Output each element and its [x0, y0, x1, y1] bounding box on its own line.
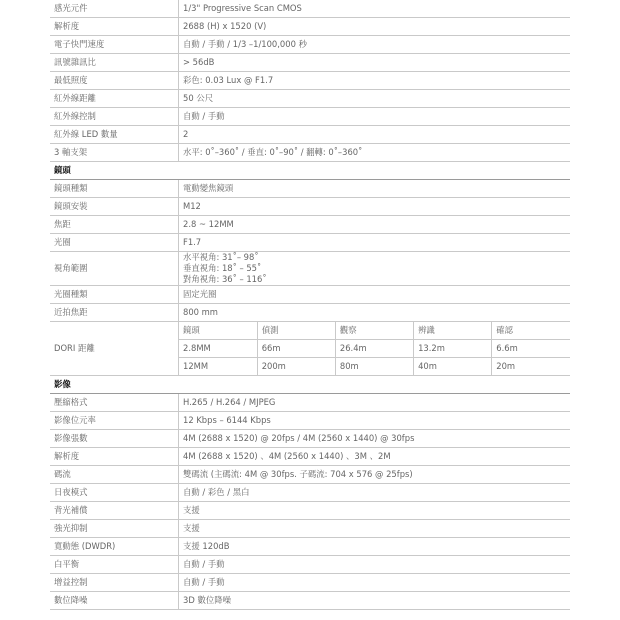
- spec-label: 解析度: [50, 18, 179, 36]
- spec-row: [50, 502, 570, 520]
- spec-row: [50, 394, 570, 412]
- spec-label: 影像張數: [50, 430, 179, 448]
- image-rows: [50, 394, 570, 610]
- spec-label: 鏡頭種類: [50, 180, 179, 198]
- spec-label: 焦距: [50, 216, 179, 234]
- spec-label: 紅外線 LED 數量: [50, 126, 179, 144]
- spec-value: 支援: [179, 520, 571, 538]
- spec-value: 2: [179, 126, 571, 144]
- spec-label: 光圈: [50, 234, 179, 252]
- spec-value: M12: [179, 198, 571, 216]
- spec-label: 增益控制: [50, 574, 179, 592]
- spec-value: 自動 / 彩色 / 黑白: [179, 484, 571, 502]
- spec-value: 3D 數位降噪: [179, 592, 571, 610]
- spec-label: 強光抑制: [50, 520, 179, 538]
- dori-cell: 66m: [257, 340, 335, 358]
- spec-row: [50, 198, 570, 216]
- spec-label: 電子快門速度: [50, 36, 179, 54]
- spec-value: 電動變焦鏡頭: [179, 180, 571, 198]
- dori-header-row: [179, 322, 570, 340]
- spec-label: 解析度: [50, 448, 179, 466]
- dori-table: [179, 322, 570, 375]
- spec-value: 2688 (H) x 1520 (V): [179, 18, 571, 36]
- dori-header-cell: 辨識: [414, 322, 492, 340]
- spec-label: 數位降噪: [50, 592, 179, 610]
- spec-label: 感光元件: [50, 0, 179, 18]
- spec-row: [50, 412, 570, 430]
- spec-sheet: [50, 0, 570, 610]
- spec-row: [50, 126, 570, 144]
- dori-cell: 40m: [414, 358, 492, 376]
- spec-value: H.265 / H.264 / MJPEG: [179, 394, 571, 412]
- dori-body: [179, 322, 570, 375]
- spec-value: 固定光圈: [179, 286, 571, 304]
- spec-label: 鏡頭安裝: [50, 198, 179, 216]
- spec-value: 支援: [179, 502, 571, 520]
- spec-value: F1.7: [179, 234, 571, 252]
- view-angle-vertical: 垂直視角: 18˚ – 55˚: [183, 263, 262, 273]
- dori-header-cell: 觀察: [335, 322, 413, 340]
- spec-row: [50, 54, 570, 72]
- image-section: [50, 376, 570, 394]
- lens-section: [50, 162, 570, 180]
- spec-row-view-angle: [50, 252, 570, 286]
- dori-cell: 26.4m: [335, 340, 413, 358]
- section-header-image: [50, 376, 570, 394]
- spec-label: 影像位元率: [50, 412, 179, 430]
- dori-cell: 13.2m: [414, 340, 492, 358]
- view-angle-horizontal: 水平視角: 31˚– 98˚: [183, 252, 259, 262]
- spec-label: 近拍焦距: [50, 304, 179, 322]
- spec-value: 1/3" Progressive Scan CMOS: [179, 0, 571, 18]
- spec-row: [50, 180, 570, 198]
- spec-row: [50, 108, 570, 126]
- dori-block: [50, 322, 570, 376]
- dori-cell: 12MM: [183, 361, 209, 371]
- spec-row: [50, 304, 570, 322]
- spec-label: 視角範圍: [50, 252, 179, 286]
- dori-cell: 2.8MM: [179, 340, 257, 358]
- spec-label: DORI 距離: [50, 322, 179, 376]
- spec-table: [50, 0, 570, 610]
- spec-value: 2.8 ~ 12MM: [179, 216, 571, 234]
- sensor-rows: [50, 0, 570, 162]
- spec-label: 最低照度: [50, 72, 179, 90]
- spec-value: 自動 / 手動 / 1/3 –1/100,000 秒: [179, 36, 571, 54]
- spec-value: > 56dB: [179, 54, 571, 72]
- spec-value: 水平: 0˚–360˚ / 垂直: 0˚–90˚ / 翻轉: 0˚–360˚: [179, 144, 571, 162]
- spec-row: [50, 234, 570, 252]
- spec-row: [50, 538, 570, 556]
- view-angle-block: [50, 252, 570, 286]
- dori-header-cell: 確認: [492, 322, 570, 340]
- dori-table-cell: [179, 322, 571, 376]
- spec-row: [50, 72, 570, 90]
- spec-value: 4M (2688 x 1520) @ 20fps / 4M (2560 x 1440) @ 30fps: [179, 430, 571, 448]
- spec-row: [50, 0, 570, 18]
- dori-cell: 80m: [335, 358, 413, 376]
- spec-row: [50, 286, 570, 304]
- spec-label: 碼流: [50, 466, 179, 484]
- spec-label: 日夜模式: [50, 484, 179, 502]
- spec-label: 訊號雜訊比: [50, 54, 179, 72]
- spec-value: 800 mm: [179, 304, 571, 322]
- spec-row: [50, 144, 570, 162]
- spec-row: [50, 520, 570, 538]
- spec-row: [50, 216, 570, 234]
- section-header-lens: [50, 162, 570, 180]
- spec-row: [50, 36, 570, 54]
- section-title-image: 影像: [50, 376, 570, 394]
- dori-header-cell: 偵測: [257, 322, 335, 340]
- spec-row-dori: [50, 322, 570, 376]
- spec-label: 白平衡: [50, 556, 179, 574]
- spec-value: 50 公尺: [179, 90, 571, 108]
- spec-row: [50, 18, 570, 36]
- lens-rows-2: [50, 286, 570, 322]
- spec-value: 自動 / 手動: [179, 574, 571, 592]
- dori-row: [179, 340, 570, 358]
- dori-cell: 20m: [492, 358, 570, 376]
- spec-row: [50, 484, 570, 502]
- spec-label: 紅外線控制: [50, 108, 179, 126]
- dori-header-cell: 鏡頭: [179, 322, 257, 340]
- view-angle-diagonal: 對角視角: 36˚ – 116˚: [183, 274, 267, 284]
- spec-label: 背光補償: [50, 502, 179, 520]
- spec-value: [179, 252, 571, 286]
- spec-row: [50, 466, 570, 484]
- spec-value: 自動 / 手動: [179, 556, 571, 574]
- spec-label: 3 軸支架: [50, 144, 179, 162]
- spec-row: [50, 574, 570, 592]
- spec-label: 寬動態 (DWDR): [50, 538, 179, 556]
- spec-value: 支援 120dB: [179, 538, 571, 556]
- dori-cell: 200m: [257, 358, 335, 376]
- dori-row: [179, 358, 570, 376]
- spec-row: [50, 556, 570, 574]
- spec-value: 4M (2688 x 1520) 、4M (2560 x 1440) 、3M 、2M: [179, 448, 571, 466]
- spec-value: 自動 / 手動: [179, 108, 571, 126]
- section-title-lens: 鏡頭: [50, 162, 570, 180]
- lens-rows: [50, 180, 570, 252]
- spec-label: 紅外線距離: [50, 90, 179, 108]
- spec-row: [50, 448, 570, 466]
- spec-row: [50, 90, 570, 108]
- dori-cell: 6.6m: [492, 340, 570, 358]
- spec-row: [50, 592, 570, 610]
- spec-label: 壓縮格式: [50, 394, 179, 412]
- spec-row: [50, 430, 570, 448]
- spec-value: 雙碼流 (主碼流: 4M @ 30fps. 子碼流: 704 x 576 @ 25fps): [179, 466, 571, 484]
- spec-value: 彩色: 0.03 Lux @ F1.7: [179, 72, 571, 90]
- spec-value: 12 Kbps – 6144 Kbps: [179, 412, 571, 430]
- spec-label: 光圈種類: [50, 286, 179, 304]
